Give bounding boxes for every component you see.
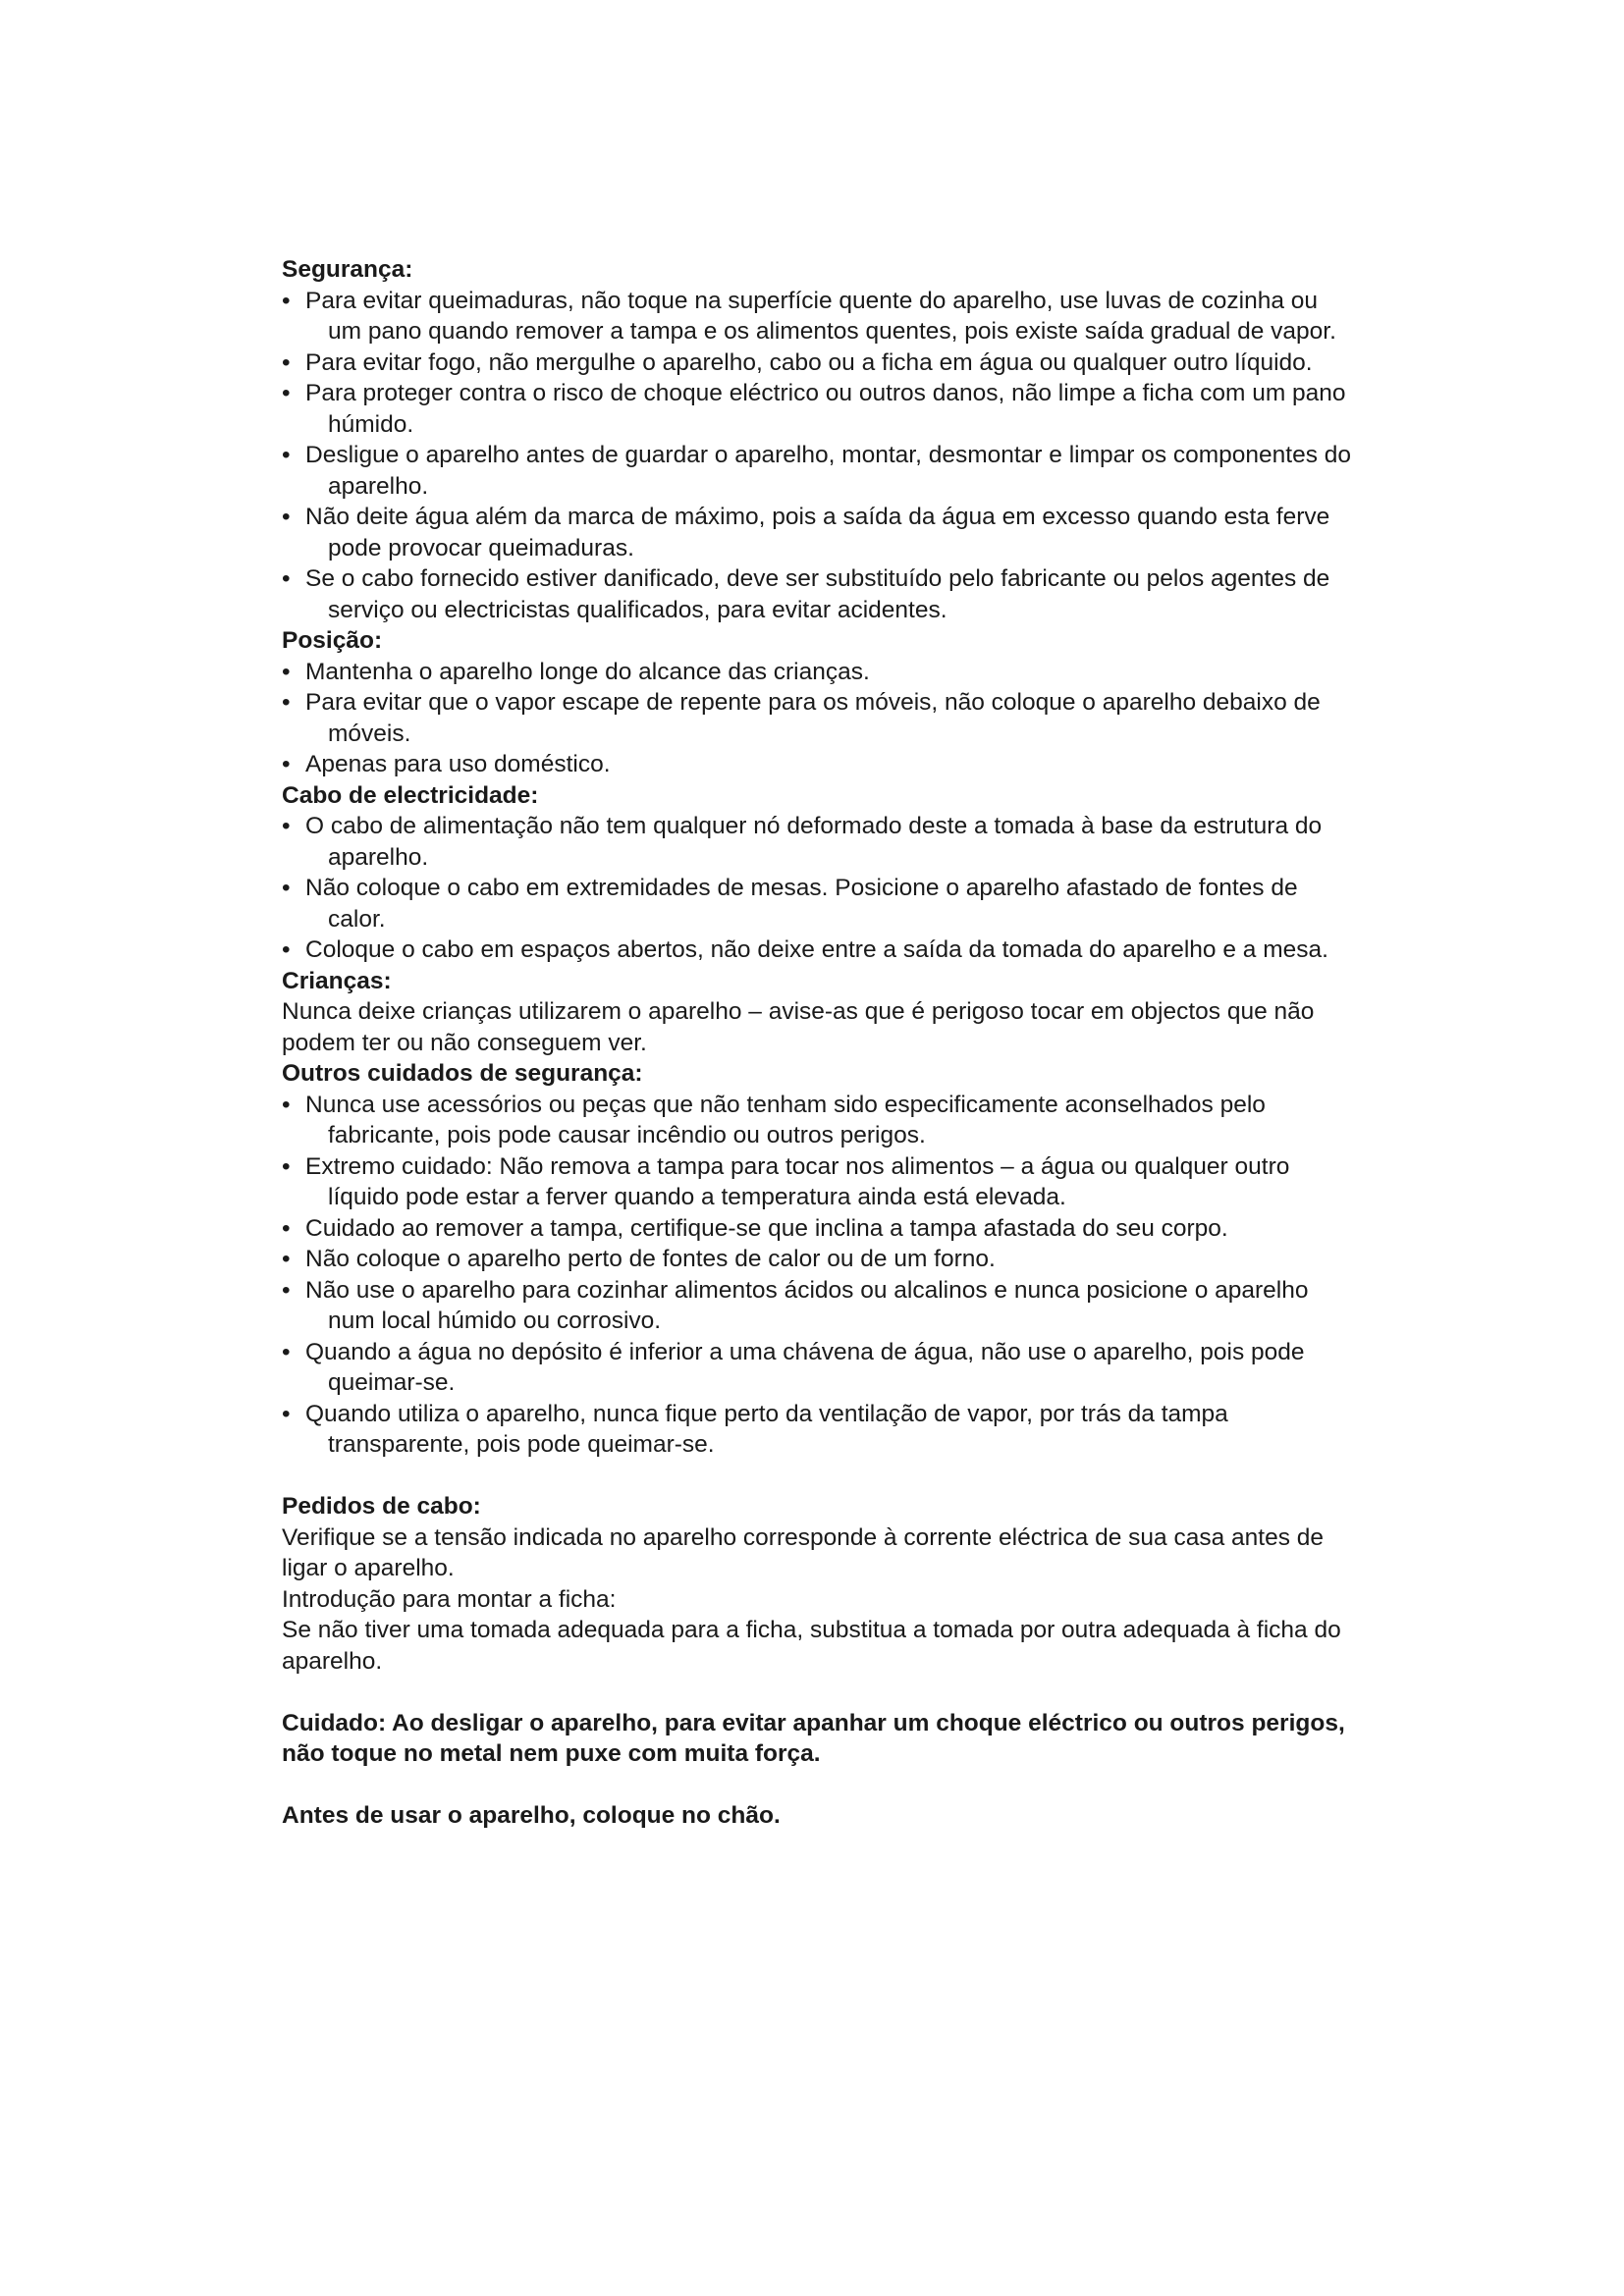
list-item: • Não coloque o aparelho perto de fontes de calor ou de um forno. — [282, 1244, 1352, 1275]
section-heading: Segurança: — [282, 256, 413, 283]
warning-text: Cuidado: Ao desligar o aparelho, para evitar apanhar um choque eléctrico ou outros perigos, não toque no metal nem puxe com muita força. — [282, 1709, 1345, 1767]
section-heading: Pedidos de cabo: — [282, 1493, 481, 1520]
section-heading: Outros cuidados de segurança: — [282, 1060, 643, 1087]
spacer — [282, 1461, 1352, 1492]
section-posicao — [282, 625, 1352, 780]
list-item: • Cuidado ao remover a tampa, certifique-se que inclina a tampa afastada do seu corpo. — [282, 1213, 1352, 1245]
section-pedidos-cabo — [282, 1491, 1352, 1677]
bullet-icon: • — [282, 658, 291, 685]
list-item: • Extremo cuidado: Não remova a tampa para tocar nos alimentos – a água ou qualquer outro líquido pode estar a ferver quando a temperatura ainda está elevada. — [282, 1152, 1290, 1210]
list-item: • Para evitar queimaduras, não toque na superfície quente do aparelho, use luvas de cozinha ou um pano quando remover a tampa e os alimentos quentes, pois existe saída gradual de vapor. — [282, 287, 1336, 345]
bullet-list — [282, 286, 1352, 626]
spacer — [282, 1770, 1352, 1801]
bullet-list — [282, 811, 1352, 966]
bullet-icon: • — [282, 1276, 291, 1304]
section-outros-cuidados — [282, 1058, 1352, 1461]
list-item: • Não use o aparelho para cozinhar alimentos ácidos ou alcalinos e nunca posicione o aparelho num local húmido ou corrosivo. — [282, 1276, 1309, 1334]
section-criancas — [282, 966, 1352, 1059]
bullet-icon: • — [282, 1338, 291, 1365]
list-item: • Se o cabo fornecido estiver danificado, deve ser substituído pelo fabricante ou pelos agentes de serviço ou electricistas qualificados, para evitar acidentes. — [282, 565, 1330, 623]
bullet-icon: • — [282, 380, 291, 406]
list-item: • Não coloque o cabo em extremidades de mesas. Posicione o aparelho afastado de fontes de calor. — [282, 875, 1298, 933]
bullet-icon: • — [282, 504, 291, 530]
list-item: • Para proteger contra o risco de choque eléctrico ou outros danos, não limpe a ficha com um pano húmido. — [282, 380, 1346, 438]
final-note: Antes de usar o aparelho, coloque no chão. — [282, 1802, 781, 1829]
section-heading: Crianças: — [282, 967, 392, 994]
list-item: • Nunca use acessórios ou peças que não tenham sido especificamente aconselhados pelo fabricante, pois pode causar incêndio ou outros perigos. — [282, 1091, 1266, 1148]
spacer — [282, 1677, 1352, 1708]
bullet-icon: • — [282, 813, 291, 839]
list-item: • O cabo de alimentação não tem qualquer nó deformado deste a tomada à base da estrutura do aparelho. — [282, 813, 1323, 871]
list-item: • Mantenha o aparelho longe do alcance das crianças. — [282, 657, 1352, 688]
bullet-icon: • — [282, 1400, 291, 1427]
list-item: • Para evitar que o vapor escape de repente para os móveis, não coloque o aparelho debaixo de móveis. — [282, 689, 1321, 747]
bullet-icon: • — [282, 689, 291, 716]
list-item: • Apenas para uso doméstico. — [282, 749, 1352, 780]
section-heading: Cabo de electricidade: — [282, 781, 539, 809]
document-page — [282, 254, 1352, 1832]
section-heading: Posição: — [282, 627, 383, 654]
bullet-icon: • — [282, 442, 291, 468]
cable-paragraph-intro: Introdução para montar a ficha: — [282, 1585, 617, 1613]
bullet-icon: • — [282, 1091, 291, 1118]
bullet-icon: • — [282, 348, 291, 376]
bullet-icon: • — [282, 1152, 291, 1180]
list-item: • Coloque o cabo em espaços abertos, não deixe entre a saída da tomada do aparelho e a mesa. — [282, 934, 1352, 966]
bullet-icon: • — [282, 287, 291, 314]
list-item: • Para evitar fogo, não mergulhe o aparelho, cabo ou a ficha em água ou qualquer outro líquido. — [282, 347, 1352, 379]
section-seguranca — [282, 254, 1352, 625]
bullet-icon: • — [282, 1214, 291, 1242]
list-item: • Não deite água além da marca de máximo, pois a saída da água em excesso quando esta ferve pode provocar queimaduras. — [282, 504, 1330, 561]
bullet-icon: • — [282, 875, 291, 901]
bullet-list — [282, 657, 1352, 780]
cable-paragraph-voltage: Verifique se a tensão indicada no aparelho corresponde à corrente eléctrica de sua casa antes de ligar o aparelho. — [282, 1523, 1325, 1581]
bullet-icon: • — [282, 565, 291, 592]
bullet-list — [282, 1090, 1352, 1461]
bullet-icon: • — [282, 936, 291, 963]
list-item: • Desligue o aparelho antes de guardar o aparelho, montar, desmontar e limpar os componentes do aparelho. — [282, 442, 1352, 500]
list-item: • Quando utiliza o aparelho, nunca fique perto da ventilação de vapor, por trás da tampa transparente, pois pode queimar-se. — [282, 1400, 1228, 1458]
bullet-icon: • — [282, 1246, 291, 1272]
section-paragraph: Nunca deixe crianças utilizarem o aparelho – avise-as que é perigoso tocar em objectos que não podem ter ou não conseguem ver. — [282, 998, 1315, 1056]
list-item: • Quando a água no depósito é inferior a uma chávena de água, não use o aparelho, pois pode queimar-se. — [282, 1338, 1305, 1396]
section-cabo-electricidade — [282, 780, 1352, 966]
cable-paragraph-plug: Se não tiver uma tomada adequada para a ficha, substitua a tomada por outra adequada à ficha do aparelho. — [282, 1617, 1341, 1675]
bullet-icon: • — [282, 751, 291, 777]
